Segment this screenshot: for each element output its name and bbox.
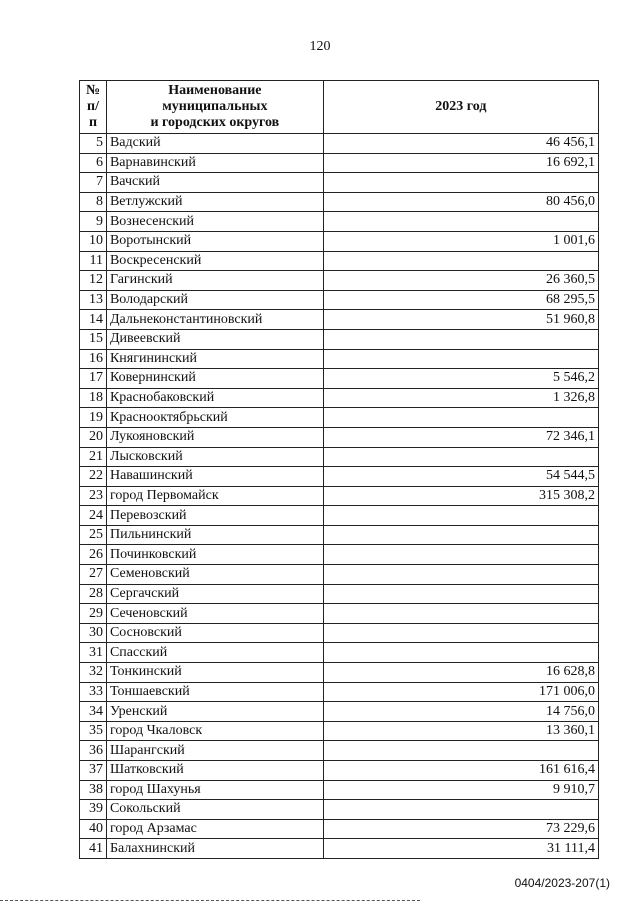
municipality-name: Тоншаевский: [106, 682, 323, 702]
municipality-name: город Шахунья: [106, 780, 323, 800]
row-number: 20: [80, 427, 107, 447]
municipality-name: Ковернинский: [106, 369, 323, 389]
page-number: 120: [309, 39, 331, 54]
table-row: [80, 408, 599, 428]
amount-2023: 161 616,4: [323, 761, 598, 781]
table-row: [80, 271, 599, 291]
municipality-name: город Первомайск: [106, 486, 323, 506]
table-header-row: [80, 81, 599, 134]
table-row: [80, 780, 599, 800]
table-row: [80, 819, 599, 839]
municipality-name: Краснооктябрьский: [106, 408, 323, 428]
header-number: № п/п: [80, 81, 107, 134]
municipality-name: Семеновский: [106, 565, 323, 585]
table-row: [80, 565, 599, 585]
row-number: 11: [80, 251, 107, 271]
amount-2023: 16 628,8: [323, 663, 598, 683]
row-number: 40: [80, 819, 107, 839]
table-row: [80, 134, 599, 154]
amount-2023: 14 756,0: [323, 702, 598, 722]
municipality-name: город Арзамас: [106, 819, 323, 839]
municipality-name: Воротынский: [106, 231, 323, 251]
table-body: [80, 134, 599, 859]
row-number: 14: [80, 310, 107, 330]
municipality-name: Лукояновский: [106, 427, 323, 447]
amount-2023: 54 544,5: [323, 467, 598, 487]
row-number: 31: [80, 643, 107, 663]
municipality-name: Дальнеконстантиновский: [106, 310, 323, 330]
amount-2023: 13 360,1: [323, 721, 598, 741]
table-row: [80, 192, 599, 212]
municipality-name: Вознесенский: [106, 212, 323, 232]
municipality-name: Починковский: [106, 545, 323, 565]
table-row: [80, 663, 599, 683]
amount-2023: [323, 329, 598, 349]
row-number: 7: [80, 173, 107, 193]
table-row: [80, 741, 599, 761]
amount-2023: 51 960,8: [323, 310, 598, 330]
row-number: 26: [80, 545, 107, 565]
row-number: 28: [80, 584, 107, 604]
table-row: [80, 584, 599, 604]
amount-2023: 31 111,4: [323, 839, 598, 859]
row-number: 6: [80, 153, 107, 173]
municipality-name: Перевозский: [106, 506, 323, 526]
table-row: [80, 153, 599, 173]
row-number: 16: [80, 349, 107, 369]
municipality-name: Уренский: [106, 702, 323, 722]
municipality-name: Вадский: [106, 134, 323, 154]
municipality-name: Шатковский: [106, 761, 323, 781]
row-number: 21: [80, 447, 107, 467]
table-row: [80, 682, 599, 702]
row-number: 29: [80, 604, 107, 624]
table-row: [80, 447, 599, 467]
municipality-name: Вачский: [106, 173, 323, 193]
row-number: 27: [80, 565, 107, 585]
amount-2023: [323, 545, 598, 565]
row-number: 15: [80, 329, 107, 349]
amount-2023: [323, 800, 598, 820]
municipality-name: Воскресенский: [106, 251, 323, 271]
scan-edge-line: [0, 900, 420, 901]
amount-2023: [323, 604, 598, 624]
amount-2023: [323, 525, 598, 545]
row-number: 35: [80, 721, 107, 741]
municipality-name: Дивеевский: [106, 329, 323, 349]
amount-2023: 80 456,0: [323, 192, 598, 212]
row-number: 25: [80, 525, 107, 545]
row-number: 34: [80, 702, 107, 722]
amount-2023: 46 456,1: [323, 134, 598, 154]
row-number: 18: [80, 388, 107, 408]
amount-2023: [323, 212, 598, 232]
row-number: 22: [80, 467, 107, 487]
amount-2023: 315 308,2: [323, 486, 598, 506]
table-row: [80, 604, 599, 624]
municipality-name: Варнавинский: [106, 153, 323, 173]
municipality-name: Навашинский: [106, 467, 323, 487]
amount-2023: [323, 447, 598, 467]
municipality-name: Шарангский: [106, 741, 323, 761]
amount-2023: 16 692,1: [323, 153, 598, 173]
municipality-name: Лысковский: [106, 447, 323, 467]
table-row: [80, 761, 599, 781]
row-number: 19: [80, 408, 107, 428]
row-number: 24: [80, 506, 107, 526]
municipality-name: город Чкаловск: [106, 721, 323, 741]
amount-2023: [323, 349, 598, 369]
table-row: [80, 525, 599, 545]
amount-2023: [323, 741, 598, 761]
row-number: 12: [80, 271, 107, 291]
table-row: [80, 212, 599, 232]
header-year-2023: 2023 год: [323, 81, 598, 134]
municipality-name: Ветлужский: [106, 192, 323, 212]
document-code: 0404/2023-207(1): [514, 876, 610, 890]
municipality-name: Балахнинский: [106, 839, 323, 859]
municipality-name: Княгининский: [106, 349, 323, 369]
table-row: [80, 388, 599, 408]
table-row: [80, 623, 599, 643]
row-number: 32: [80, 663, 107, 683]
municipality-name: Сеченовский: [106, 604, 323, 624]
table-row: [80, 310, 599, 330]
row-number: 38: [80, 780, 107, 800]
budget-table: [79, 80, 599, 859]
table-row: [80, 467, 599, 487]
amount-2023: 5 546,2: [323, 369, 598, 389]
row-number: 30: [80, 623, 107, 643]
table-row: [80, 506, 599, 526]
amount-2023: [323, 565, 598, 585]
table-row: [80, 643, 599, 663]
row-number: 5: [80, 134, 107, 154]
municipality-name: Сергачский: [106, 584, 323, 604]
table-row: [80, 231, 599, 251]
municipality-name: Сокольский: [106, 800, 323, 820]
amount-2023: [323, 643, 598, 663]
municipality-name: Гагинский: [106, 271, 323, 291]
header-municipality-name: Наименование муниципальных и городских округов: [106, 81, 323, 134]
table-row: [80, 839, 599, 859]
row-number: 23: [80, 486, 107, 506]
amount-2023: [323, 584, 598, 604]
row-number: 10: [80, 231, 107, 251]
amount-2023: 68 295,5: [323, 290, 598, 310]
table-row: [80, 329, 599, 349]
amount-2023: [323, 506, 598, 526]
row-number: 17: [80, 369, 107, 389]
row-number: 41: [80, 839, 107, 859]
municipality-name: Сосновский: [106, 623, 323, 643]
table-row: [80, 702, 599, 722]
municipality-name: Пильнинский: [106, 525, 323, 545]
amount-2023: 9 910,7: [323, 780, 598, 800]
table-row: [80, 369, 599, 389]
row-number: 8: [80, 192, 107, 212]
amount-2023: [323, 251, 598, 271]
amount-2023: 1 326,8: [323, 388, 598, 408]
municipality-name: Володарский: [106, 290, 323, 310]
table-row: [80, 349, 599, 369]
amount-2023: 73 229,6: [323, 819, 598, 839]
row-number: 13: [80, 290, 107, 310]
amount-2023: 72 346,1: [323, 427, 598, 447]
amount-2023: [323, 408, 598, 428]
table-row: [80, 251, 599, 271]
table-row: [80, 290, 599, 310]
municipality-name: Краснобаковский: [106, 388, 323, 408]
table-row: [80, 721, 599, 741]
table-row: [80, 173, 599, 193]
row-number: 9: [80, 212, 107, 232]
municipality-name: Тонкинский: [106, 663, 323, 683]
municipality-name: Спасский: [106, 643, 323, 663]
amount-2023: 171 006,0: [323, 682, 598, 702]
table-row: [80, 427, 599, 447]
amount-2023: [323, 623, 598, 643]
row-number: 39: [80, 800, 107, 820]
amount-2023: 26 360,5: [323, 271, 598, 291]
table-row: [80, 486, 599, 506]
row-number: 33: [80, 682, 107, 702]
amount-2023: 1 001,6: [323, 231, 598, 251]
table-row: [80, 800, 599, 820]
row-number: 36: [80, 741, 107, 761]
row-number: 37: [80, 761, 107, 781]
table-row: [80, 545, 599, 565]
amount-2023: [323, 173, 598, 193]
